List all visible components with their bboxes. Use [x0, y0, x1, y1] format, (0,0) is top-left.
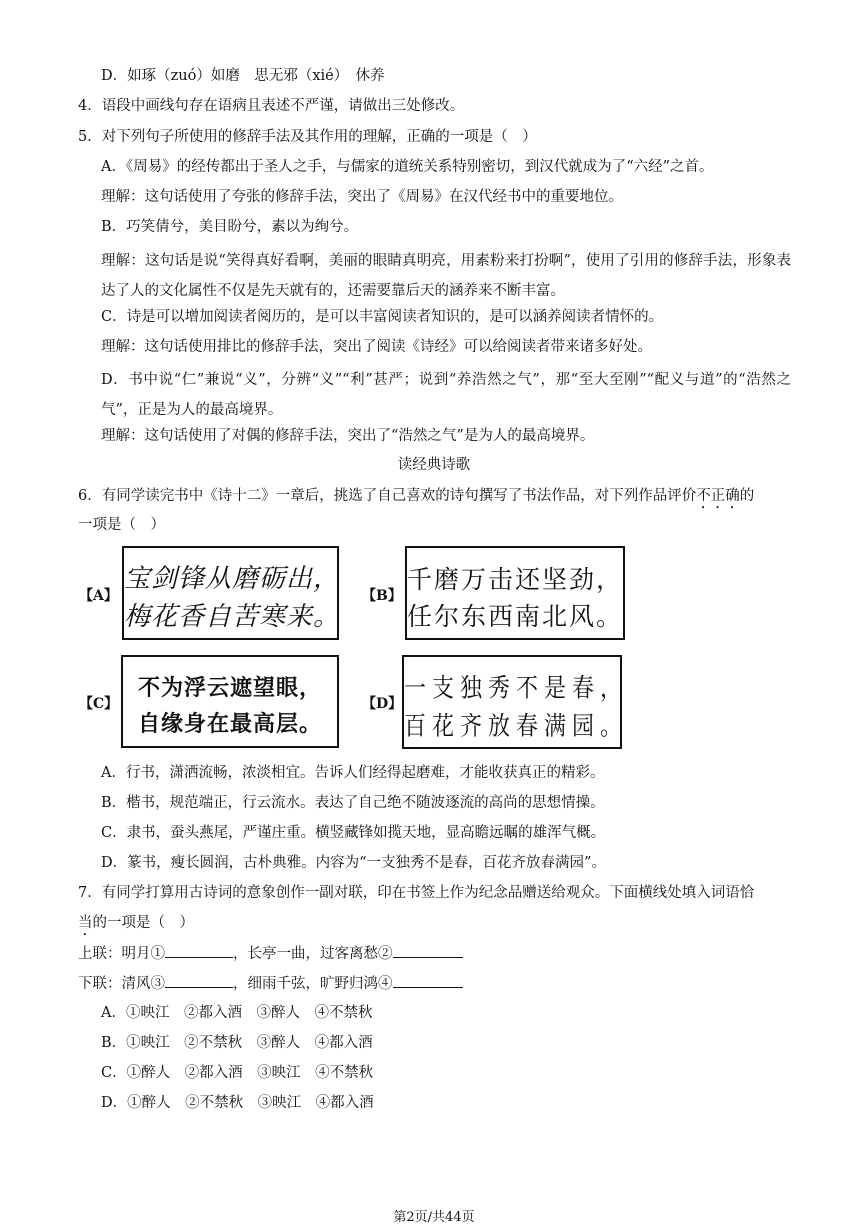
q5-option-d: D．书中说“仁”兼说“义”，分辨“义”“利”甚严；说到“养浩然之气”，那“至大至刚”“配义与道”的“浩然之气”，正是为人的最高境界。 [101, 372, 791, 418]
couplet-upper [78, 943, 463, 964]
question-6-cont: 一项是（ ） [78, 517, 165, 533]
couplet-upper-a: 上联：明月① [78, 946, 165, 962]
calligraphy-c-line2: 自缘身在最高层。 [137, 712, 322, 737]
q6-option-d: D．篆书，瘦长圆润，古朴典雅。内容为“一支独秀不是春，百花齐放春满园”。 [101, 855, 606, 871]
q5-d-explanation: 理解：这句话使用了对偶的修辞手法，突出了“浩然之气”是为人的最高境界。 [101, 428, 595, 444]
q6-emphasis: 不正确 [696, 488, 740, 504]
q6-option-c: C．隶书，蚕头燕尾，严谨庄重。横竖藏锋如揽天地，显高瞻远瞩的雄浑气概。 [101, 825, 606, 841]
calligraphy-c-line1: 不为浮云遮望眼， [137, 676, 322, 701]
q5-a-explanation: 理解：这句话使用了夸张的修辞手法，突出了《周易》在汉代经书中的重要地位。 [101, 189, 623, 205]
tag-a: 【A】 [79, 588, 118, 604]
q5-option-b: B．巧笑倩兮，美目盼兮，素以为绚兮。 [101, 219, 359, 235]
tag-d: 【D】 [362, 696, 403, 712]
tag-b: 【B】 [362, 588, 402, 604]
option-d-q3: D．如琢（zuó）如磨 思无邪（xié） 休养 [101, 68, 385, 84]
section-heading: 读经典诗歌 [397, 457, 471, 473]
question-7: 7．有同学打算用古诗词的意象创作一副对联，印在书签上作为纪念品赠送给观众。下面横线处填入词语恰 [78, 885, 755, 901]
q5-c-explanation: 理解：这句话使用排比的修辞手法，突出了阅读《诗经》可以给阅读者带来诸多好处。 [101, 339, 652, 355]
q6-option-b: B．楷书，规范端正，行云流水。表达了自己绝不随波逐流的高尚的思想情操。 [101, 795, 605, 811]
couplet-lower-b: ，细雨千弦，旷野归鸿④ [233, 976, 393, 992]
calligraphy-b-line2: 任尔东西南北风。 [407, 602, 624, 631]
q6-option-a: A．行书，潇洒流畅，浓淡相宜。告诉人们经得起磨难，才能收获真正的精彩。 [101, 765, 605, 781]
couplet-lower [78, 973, 463, 994]
q5-option-c: C．诗是可以增加阅读者阅历的，是可以丰富阅读者知识的，是可以涵养阅读者情怀的。 [101, 309, 664, 325]
q7-option-b: B．①映江 ②不禁秋 ③醉人 ④都入酒 [101, 1035, 373, 1051]
calligraphy-b-image [405, 546, 625, 640]
calligraphy-a-image [122, 546, 339, 640]
q7-emphasis: 当 [78, 915, 93, 931]
q5-b-explanation: 理解：这句话是说“笑得真好看啊，美丽的眼睛真明亮，用素粉来打扮啊”，使用了引用的修辞手法，形象表达了人的文化属性不仅是先天就有的，还需要靠后天的涵养来不断丰富。 [101, 253, 791, 299]
calligraphy-d-image [402, 655, 629, 749]
tag-c: 【C】 [79, 696, 119, 712]
question-4: 4．语段中画线句存在语病且表述不严谨，请做出三处修改。 [78, 98, 465, 114]
blank-4 [393, 973, 463, 988]
question-5: 5．对下列句子所使用的修辞手法及其作用的理解，正确的一项是（ ） [78, 129, 537, 145]
question-6 [78, 486, 754, 512]
calligraphy-a-line2: 梅花香自苦寒来。 [124, 602, 341, 632]
calligraphy-c-image [121, 655, 339, 748]
calligraphy-d-line2: 百花齐放春满园。 [404, 712, 629, 742]
q7-option-d: D．①醉人 ②不禁秋 ③映江 ④都入酒 [101, 1095, 374, 1111]
calligraphy-d-line1: 一支独秀不是春， [404, 674, 629, 704]
couplet-upper-b: ，长亭一曲，过客离愁② [233, 946, 393, 962]
q7-option-a: A．①映江 ②都入酒 ③醉人 ④不禁秋 [101, 1005, 373, 1021]
blank-3 [165, 973, 233, 988]
q7-text-b: 的一项是（ ） [92, 915, 194, 931]
q5-option-a: A．《周易》的经传都出于圣人之手，与儒家的道统关系特别密切，到汉代就成为了“六经”之首。 [101, 159, 714, 175]
couplet-lower-a: 下联：清风③ [78, 976, 165, 992]
blank-1 [165, 943, 233, 958]
calligraphy-b-line1: 千磨万击还坚劲， [407, 565, 624, 594]
q6-text-a: 6．有同学读完书中《诗十二》一章后，挑选了自己喜欢的诗句撰写了书法作品，对下列作品评价 [78, 488, 697, 504]
question-7-cont [78, 913, 194, 939]
calligraphy-a-line1: 宝剑锋从磨砺出， [124, 564, 341, 594]
q6-text-b: 的 [739, 488, 755, 504]
blank-2 [393, 943, 463, 958]
page-footer: 第2页/共44页 [393, 1210, 475, 1225]
q7-option-c: C．①醉人 ②都入酒 ③映江 ④不禁秋 [101, 1065, 374, 1081]
